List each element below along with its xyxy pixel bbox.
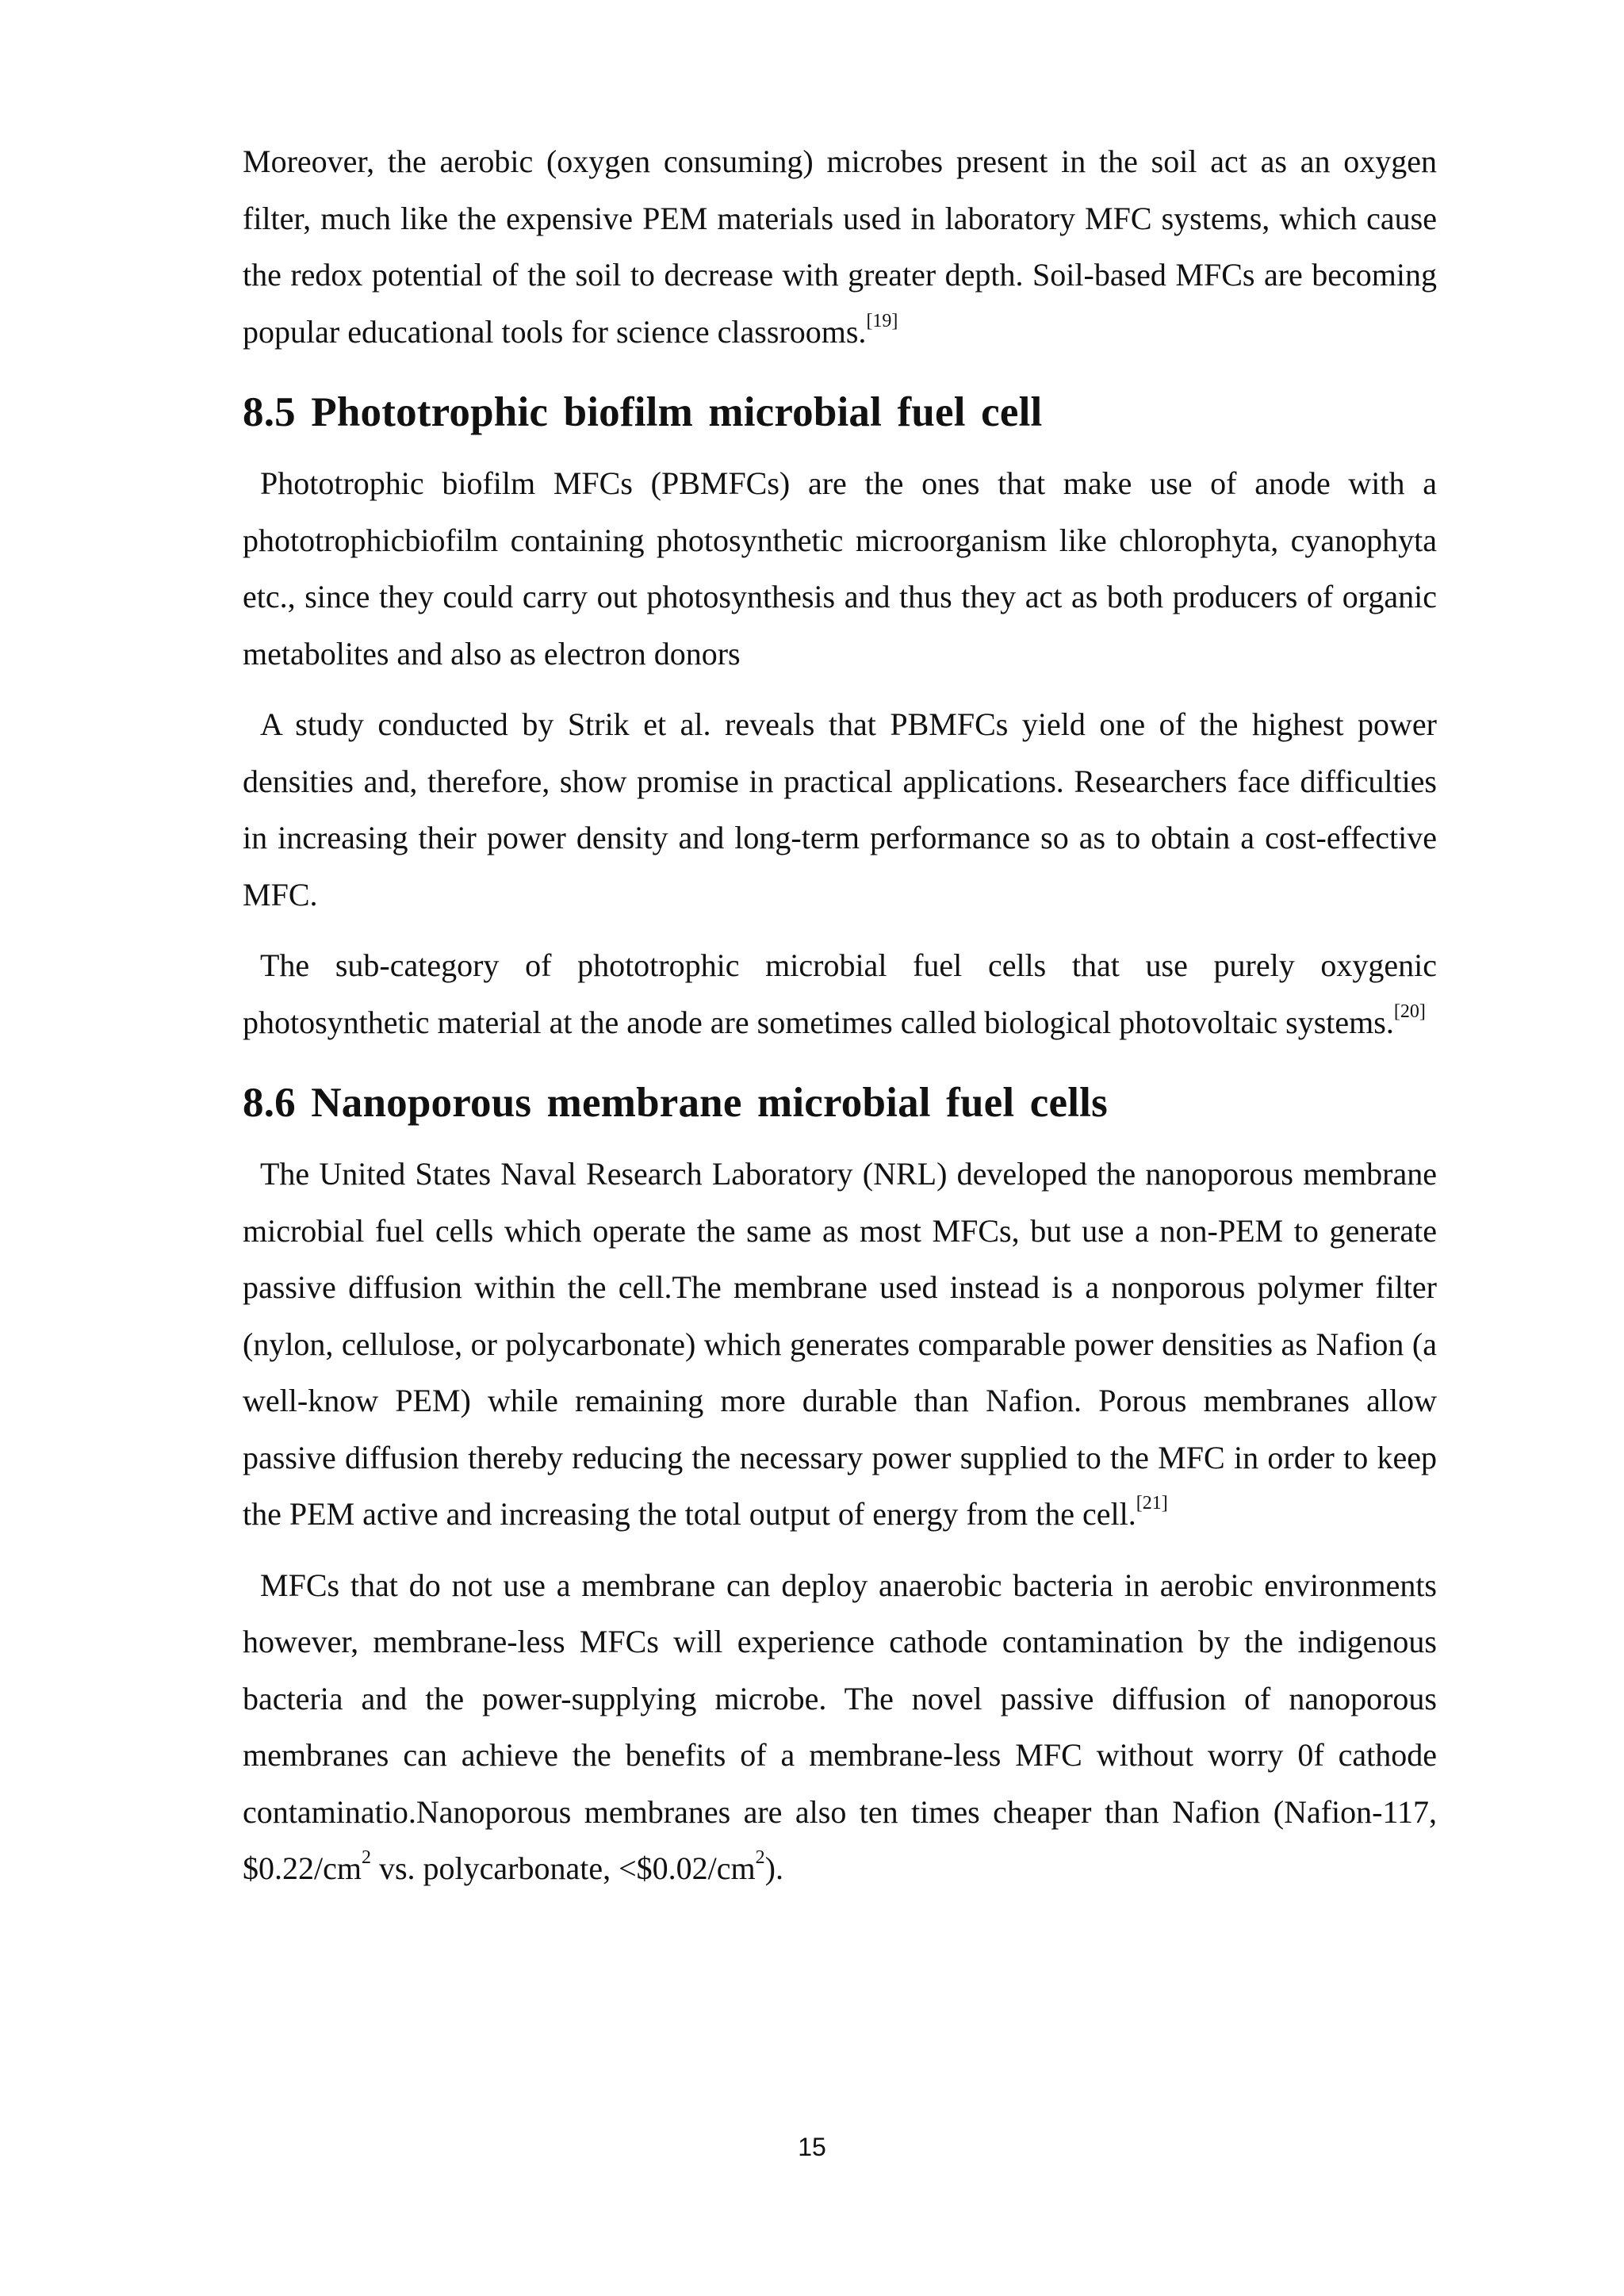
paragraph-soil-mfc bbox=[243, 133, 1437, 360]
paragraph-text: ). bbox=[764, 1850, 783, 1886]
page-number: 15 bbox=[798, 2133, 826, 2161]
paragraph-biological-photovoltaic bbox=[243, 937, 1437, 1050]
paragraph-text: The sub-category of phototrophic microbial fuel cells that use purely oxygenic photosynthetic material at the anode are sometimes called biological photovoltaic systems. bbox=[243, 947, 1437, 1040]
section-heading-8-6: 8.6 Nanoporous membrane microbial fuel cells bbox=[243, 1080, 1108, 1126]
citation-21: [21] bbox=[1136, 1493, 1168, 1513]
citation-19: [19] bbox=[866, 310, 898, 331]
citation-20: [20] bbox=[1393, 1001, 1426, 1022]
superscript-squared: 2 bbox=[361, 1847, 371, 1868]
paragraph-pbmfc-intro: Phototrophic biofilm MFCs (PBMFCs) are the ones that make use of anode with a phototrophicbiofilm containing photosynthetic microorganism like chlorophyta, cyanophyta etc., since they could carry out photosynthesis and thus they act as both producers of organic metabolites and also as electron donors bbox=[243, 465, 1437, 672]
paragraph-nrl-membrane bbox=[243, 1146, 1437, 1543]
paragraph-membrane-less bbox=[243, 1557, 1437, 1897]
superscript-squared: 2 bbox=[755, 1847, 765, 1868]
paragraph-text: MFCs that do not use a membrane can deploy anaerobic bacteria in aerobic environments however, membrane-less MFCs will experience cathode contamination by the indigenous bacteria and the power-supplying microbe. The novel passive diffusion of nanoporous membranes can achieve the benefits of a membrane-less MFC without worry 0f cathode contaminatio.Nanoporous membranes are also ten times cheaper than Nafion (Nafion-117, $0.22/cm bbox=[243, 1567, 1437, 1886]
paragraph-text: vs. polycarbonate, <$0.02/cm bbox=[370, 1850, 756, 1886]
paragraph-text: Moreover, the aerobic (oxygen consuming) microbes present in the soil act as an oxygen filter, much like the expensive PEM materials used in laboratory MFC systems, which cause the redox potential of the soil to decrease with greater depth. Soil-based MFCs are becoming popular educational tools for science classrooms. bbox=[243, 144, 1437, 350]
paragraph-strik-study: A study conducted by Strik et al. reveals that PBMFCs yield one of the highest power densities and, therefore, show promise in practical applications. Researchers face difficulties in increasing their power density and long-term performance so as to obtain a cost-effective MFC. bbox=[243, 706, 1437, 913]
section-heading-8-5: 8.5 Phototrophic biofilm microbial fuel cell bbox=[243, 389, 1043, 435]
page-content bbox=[243, 133, 1437, 1897]
paragraph-text: The United States Naval Research Laboratory (NRL) developed the nanoporous membrane microbial fuel cells which operate the same as most MFCs, but use a non-PEM to generate passive diffusion within the cell.The membrane used instead is a nonporous polymer filter (nylon, cellulose, or polycarbonate) which generates comparable power densities as Nafion (a well-know PEM) while remaining more durable than Nafion. Porous membranes allow passive diffusion thereby reducing the necessary power supplied to the MFC in order to keep the PEM active and increasing the total output of energy from the cell. bbox=[243, 1156, 1437, 1532]
